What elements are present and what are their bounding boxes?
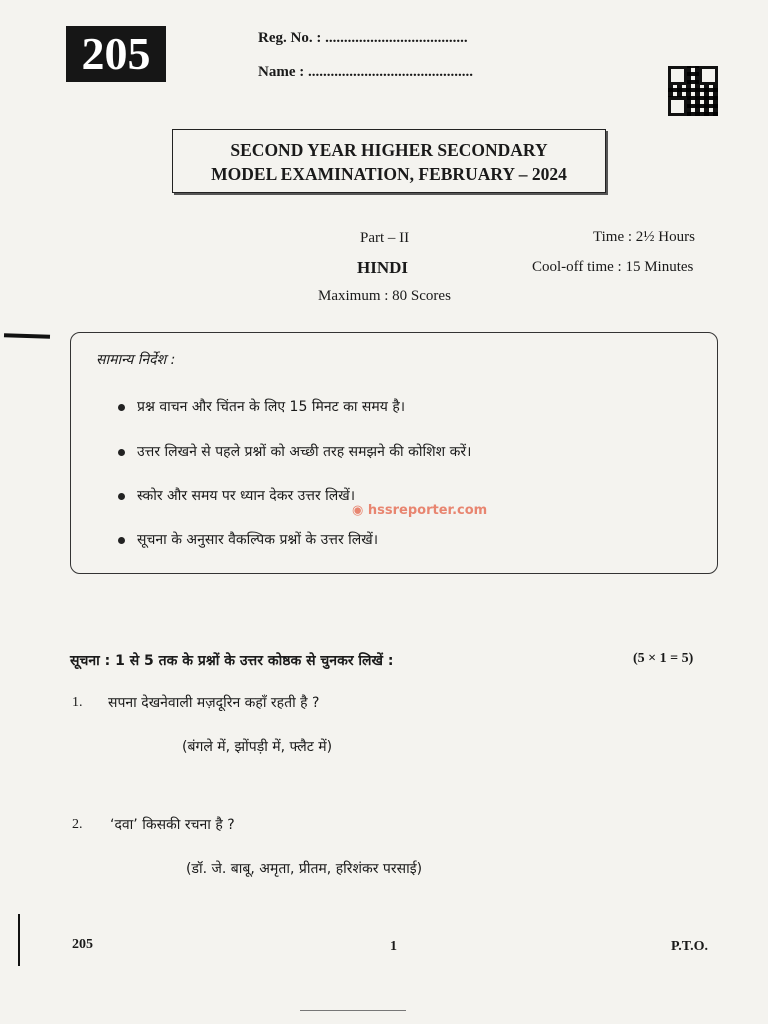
margin-rule [18, 914, 20, 966]
part-label: Part – II [360, 230, 410, 246]
watermark-logo-icon: ◉ [352, 503, 364, 518]
bullet-icon [118, 449, 125, 456]
question-options: (बंगले में, झोंपड़ी में, फ्लैट में) [182, 739, 333, 755]
cool-off-time: Cool-off time : 15 Minutes [532, 259, 694, 275]
instruction-item: स्कोर और समय पर ध्यान देकर उत्तर लिखें। [118, 486, 355, 505]
qr-code-icon [668, 66, 718, 116]
question-number: 2. [72, 817, 83, 832]
name-field: Name : ............................................ [258, 64, 473, 80]
section-note: सूचना : 1 से 5 तक के प्रश्नों के उत्तर कोष्ठक से चुनकर लिखें : [70, 653, 394, 669]
watermark: ◉ hssreporter.com [352, 503, 488, 518]
bullet-icon [118, 493, 125, 500]
bullet-icon [118, 537, 125, 544]
instruction-item: सूचना के अनुसार वैकल्पिक प्रश्नों के उत्तर लिखें। [118, 530, 378, 549]
exam-title-line2: MODEL EXAMINATION, FEBRUARY – 2024 [211, 164, 567, 184]
paper-code-badge: 205 [66, 26, 166, 82]
question-text: सपना देखनेवाली मज़दूरिन कहाँ रहती है ? [108, 695, 320, 711]
bottom-rule [300, 1010, 406, 1011]
exam-title-box [172, 129, 606, 193]
question-number: 1. [72, 695, 83, 710]
section-marks: (5 × 1 = 5) [633, 651, 694, 666]
time-allowed: Time : 2½ Hours [593, 229, 695, 245]
footer-code: 205 [72, 937, 93, 952]
margin-mark [4, 333, 50, 339]
exam-title-line1: SECOND YEAR HIGHER SECONDARY [230, 140, 548, 160]
instruction-item: उत्तर लिखने से पहले प्रश्नों को अच्छी तरह समझने की कोशिश करें। [118, 442, 471, 461]
subject-title: HINDI [357, 258, 409, 277]
page-number: 1 [390, 939, 397, 954]
question-options: (डॉ. जे. बाबू, अमृता, प्रीतम, हरिशंकर परसाई) [186, 861, 423, 877]
reg-no-field: Reg. No. : ...................................... [258, 30, 468, 46]
instruction-item: प्रश्न वाचन और चिंतन के लिए 15 मिनट का समय है। [118, 397, 405, 416]
question-text: ‘दवा’ किसकी रचना है ? [110, 817, 235, 833]
max-score: Maximum : 80 Scores [318, 288, 451, 304]
instructions-heading: सामान्य निर्देश : [96, 352, 176, 368]
pto-label: P.T.O. [671, 939, 708, 954]
bullet-icon [118, 404, 125, 411]
